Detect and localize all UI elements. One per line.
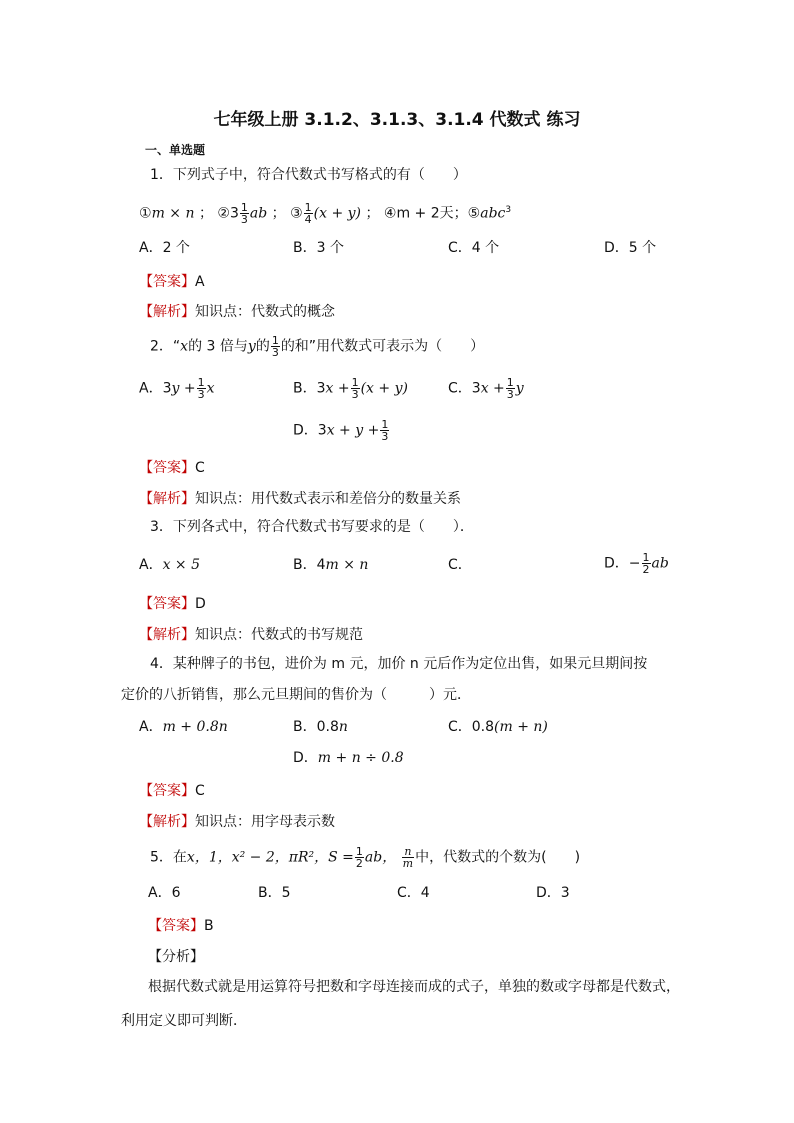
q4-stem-line1: 4．某种牌子的书包，进价为 m 元，加价 n 元后作为定位出售，如果元旦期间按 (150, 656, 648, 672)
q5-option-a: A．6 (148, 885, 181, 901)
q3-option-d: D．− $\frac{1}{2}$ ab (604, 551, 669, 576)
q4-option-d: D．m + n ÷ 0.8 (293, 750, 404, 766)
q3-option-c: C． (448, 557, 472, 573)
q2-option-d: D．3x + y + $\frac{1}{3}$ (293, 418, 389, 443)
q3-option-a: A．x × 5 (139, 557, 201, 573)
q4-stem-line2: 定价的八折销售，那么元旦期间的售价为（ ）元． (121, 687, 471, 703)
q5-option-b: B．5 (258, 885, 291, 901)
q5-stem: 5．在x，1，x² − 2，πR²，S = $\frac{1}{2}$ ab， $\frac{n}{m}$ 中，代数式的个数为( ) (150, 845, 581, 870)
q2-option-c: C．3x + $\frac{1}{3}$ y (448, 376, 524, 401)
q5-fenxi-tag: 【分析】 (148, 949, 204, 965)
q4-option-a: A．m + 0.8n (139, 719, 228, 735)
q1-option-c: C．4 个 (448, 240, 500, 256)
q4-option-c: C．0.8(m + n) (448, 719, 548, 735)
q3-option-b: B．4m × n (293, 557, 369, 573)
q1-items: ①m × n ； ②3 $\frac{1}{3}$ ab ； ③ $\frac{1}{4}$ (x + y) ； ④m + 2天；⑤abc$^3$ (139, 201, 512, 227)
q5-option-d: D．3 (536, 885, 570, 901)
q4-option-b: B．0.8n (293, 719, 348, 735)
q1-option-d: D．5 个 (604, 240, 657, 256)
q4-answer: 【答案】C (139, 783, 205, 799)
q3-analysis: 【解析】知识点：代数式的书写规范 (139, 627, 363, 643)
q4-analysis: 【解析】知识点：用字母表示数 (139, 814, 335, 830)
q1-option-a: A．2 个 (139, 240, 190, 256)
section-heading: 一、单选题 (145, 143, 206, 157)
q2-option-a: A．3y + $\frac{1}{3}$ x (139, 376, 215, 401)
q3-answer: 【答案】D (139, 596, 206, 612)
q5-option-c: C．4 (397, 885, 430, 901)
q3-stem: 3．下列各式中，符合代数式书写要求的是（ ）． (150, 519, 474, 535)
q1-answer: 【答案】A (139, 274, 205, 290)
q2-analysis: 【解析】知识点：用代数式表示和差倍分的数量关系 (139, 491, 461, 507)
q2-stem: 2．“x的 3 倍与y的 $\frac{1}{3}$ 的和”用代数式可表示为（ ） (150, 334, 485, 359)
q1-analysis: 【解析】知识点：代数式的概念 (139, 304, 335, 320)
q2-answer: 【答案】C (139, 460, 205, 476)
q1-option-b: B．3 个 (293, 240, 344, 256)
q5-fenxi-line1: 根据代数式就是用运算符号把数和字母连接而成的式子，单独的数或字母都是代数式， (148, 979, 680, 995)
page-title: 七年级上册 3.1.2、3.1.3、3.1.4 代数式 练习 (213, 110, 581, 130)
q5-fenxi-line2: 利用定义即可判断． (121, 1013, 247, 1029)
q2-option-b: B．3x + $\frac{1}{3}$ (x + y) (293, 376, 408, 401)
q1-stem: 1．下列式子中，符合代数式书写格式的有（ ） (150, 167, 467, 183)
q5-answer: 【答案】B (148, 918, 214, 934)
